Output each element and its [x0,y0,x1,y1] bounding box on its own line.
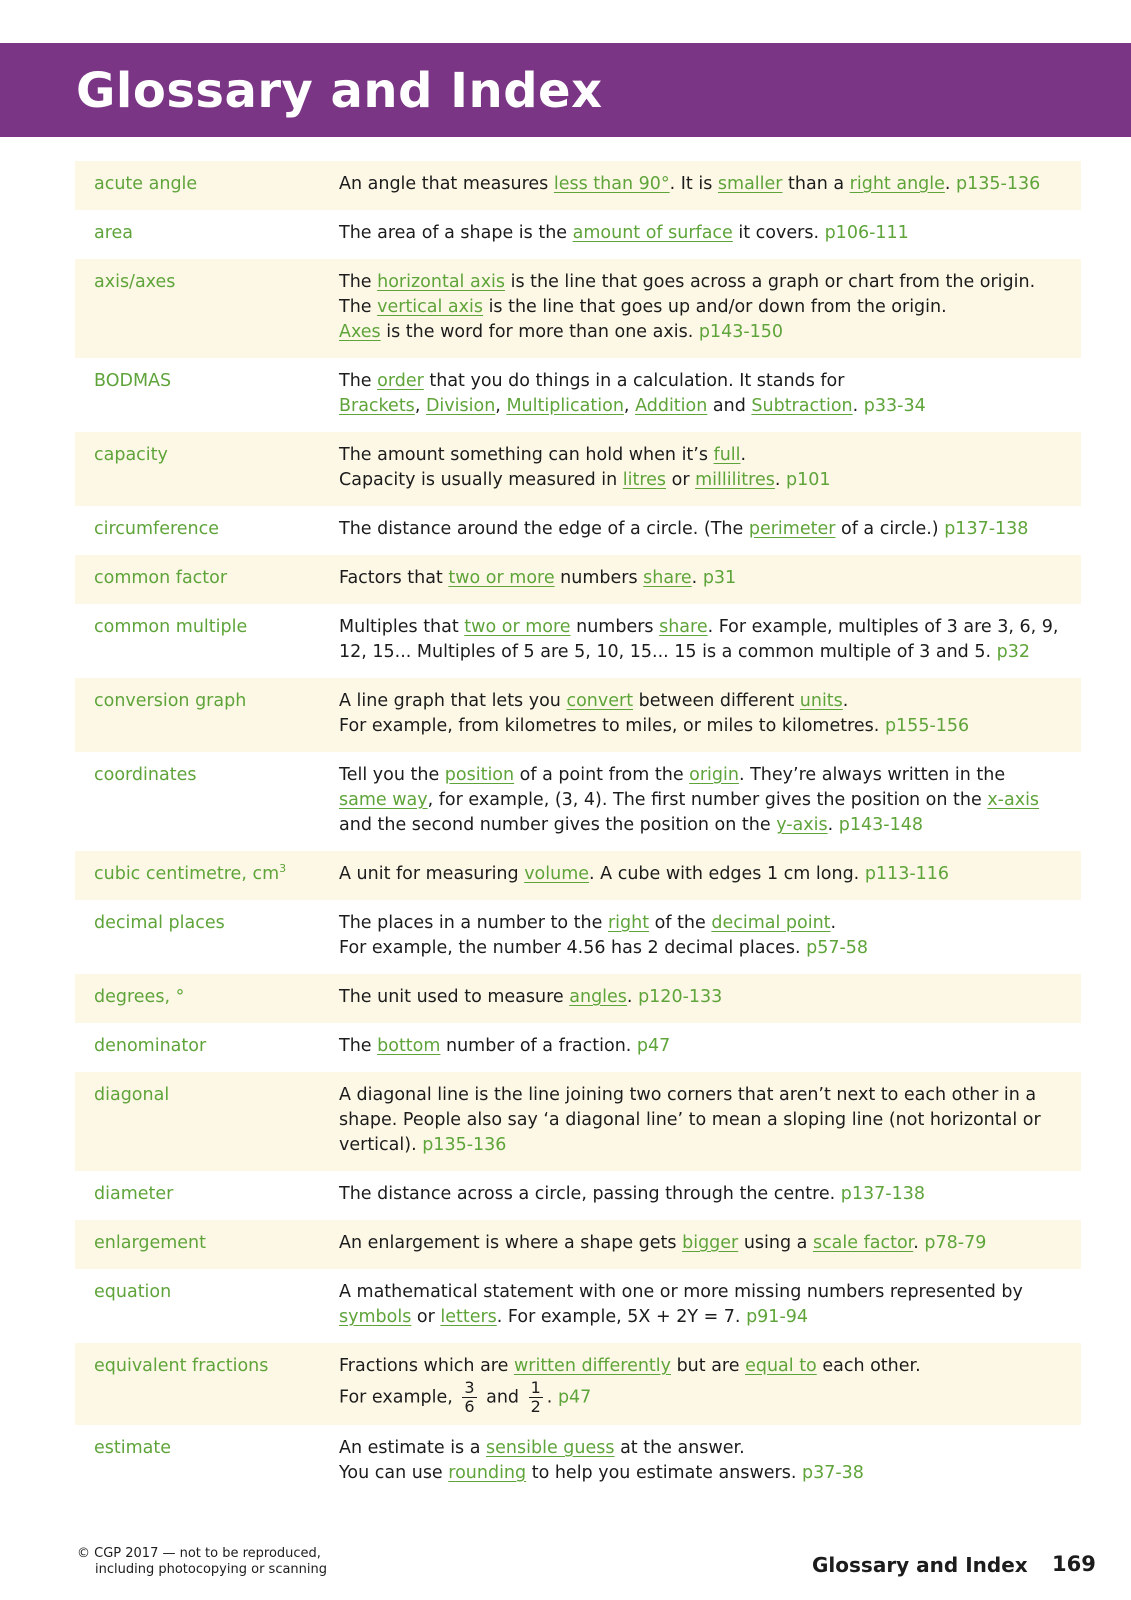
keyword: Addition [635,396,708,416]
definition-line [339,221,1067,246]
keyword: symbols [339,1307,412,1327]
definition-line [339,1354,1067,1379]
definition-line [339,1231,1067,1256]
definition-text: 12, 15... Multiples of 5 are 5, 10, 15... 15 is a common multiple of 3 and 5. [339,642,997,662]
glossary-term [75,985,339,1010]
definition-text: and [480,1387,525,1408]
definition-text: than a [782,174,850,194]
keyword: position [444,765,515,785]
definition-text: The [339,272,378,292]
glossary-term-text: conversion graph [94,691,247,711]
definition-line [339,394,1067,419]
definition-line [339,763,1067,788]
keyword: right [607,913,650,933]
glossary-term-text: BODMAS [94,371,172,391]
definition-text: . [740,445,747,465]
fraction-denominator: 6 [464,1397,475,1416]
glossary-term [75,1354,339,1379]
keyword: Multiplication [506,396,624,416]
glossary-term [75,270,339,295]
definition-text: , [495,396,507,416]
page-reference: p143-150 [698,322,784,342]
page-reference: p47 [557,1387,592,1408]
keyword: letters [440,1307,497,1327]
definition-text: The places in a number to the [339,913,608,933]
keyword: decimal point [711,913,831,933]
keyword: Axes [339,322,381,342]
glossary-term-text: enlargement [94,1233,206,1253]
glossary-definition [339,1034,1081,1059]
definition-line [339,369,1067,394]
definition-text: The [339,1036,378,1056]
definition-text: For example, the number 4.56 has 2 decimal places. [339,938,807,958]
definition-line [339,813,1067,838]
footer-section-title: Glossary and Index [812,1553,1028,1577]
glossary-row [75,432,1081,506]
definition-text: is the line that goes up and/or down from the origin. [483,297,947,317]
glossary-term [75,443,339,468]
page-reference: p32 [996,642,1030,662]
glossary-definition [339,566,1081,591]
definition-text: A diagonal line is the line joining two corners that aren’t next to each other in a [339,1085,1037,1105]
fraction [529,1379,543,1416]
glossary-row [75,1425,1081,1499]
definition-text: numbers [554,568,644,588]
glossary-definition [339,911,1081,961]
keyword: bottom [377,1036,441,1056]
page-reference: p57-58 [806,938,869,958]
definition-line [339,1034,1067,1059]
glossary-row [75,1269,1081,1343]
definition-line [339,1083,1067,1108]
definition-line [339,1379,1067,1416]
definition-text: The unit used to measure [339,987,570,1007]
glossary-term [75,172,339,197]
page-reference: p37-38 [801,1463,864,1483]
definition-text: , for example, (3, 4). The first number gives the position on the [427,790,988,810]
glossary-term-text: degrees, ° [94,987,185,1007]
keyword: Brackets [339,396,415,416]
glossary-definition [339,172,1081,197]
definition-text: shape. People also say ‘a diagonal line’ to mean a sloping line (not horizontal or [339,1110,1041,1130]
keyword: smaller [717,174,783,194]
page-reference: p143-148 [838,815,923,835]
glossary-definition [339,1083,1081,1158]
glossary-term [75,221,339,246]
glossary-row [75,1171,1081,1220]
glossary-term [75,517,339,542]
page-reference: p101 [786,470,831,490]
keyword: right angle [849,174,945,194]
definition-text: . [842,691,849,711]
keyword: written differently [513,1356,672,1376]
keyword: same way [339,790,428,810]
keyword: share [659,617,708,637]
page-reference: p91-94 [746,1307,809,1327]
definition-text: The amount something can hold when it’s [339,445,714,465]
keyword: y-axis [776,815,828,835]
glossary-term-text: axis/axes [94,272,176,292]
keyword: horizontal axis [377,272,506,292]
definition-text: between different [633,691,800,711]
definition-text: . [827,815,839,835]
definition-text: of a circle.) [835,519,945,539]
keyword: litres [622,470,667,490]
glossary-row [75,1343,1081,1425]
keyword: order [377,371,424,391]
glossary-term [75,369,339,394]
keyword: perimeter [748,519,836,539]
definition-line [339,615,1067,640]
definition-text: is the line that goes across a graph or chart from the origin. [505,272,1036,292]
glossary-definition [339,763,1081,838]
keyword: bigger [682,1233,739,1253]
definition-line [339,1133,1067,1158]
keyword: sensible guess [486,1438,615,1458]
page-reference: p137-138 [944,519,1029,539]
definition-text: For example, from kilometres to miles, or miles to kilometres. [339,716,885,736]
glossary-row [75,900,1081,974]
glossary-definition [339,517,1081,542]
definition-text: . They’re always written in the [738,765,1006,785]
definition-text: The [339,371,378,391]
glossary-term [75,763,339,788]
definition-text: The distance around the edge of a circle. (The [339,519,749,539]
definition-line [339,862,1067,887]
keyword: millilitres [695,470,775,490]
keyword: equal to [745,1356,817,1376]
definition-text: numbers [570,617,660,637]
definition-text: . For example, 5X + 2Y = 7. [496,1307,747,1327]
definition-line [339,1436,1067,1461]
keyword: share [643,568,692,588]
definition-text: . [830,913,837,933]
definition-line [339,788,1067,813]
glossary-term-text: common factor [94,568,228,588]
definition-text: of a point from the [514,765,690,785]
glossary-row [75,604,1081,678]
glossary-row [75,506,1081,555]
glossary-row [75,259,1081,358]
definition-text: The distance across a circle, passing through the centre. [339,1184,841,1204]
copyright-line-1: © CGP 2017 — not to be reproduced, [77,1546,321,1561]
definition-line [339,517,1067,542]
glossary-term [75,862,339,887]
page-reference: p113-116 [864,864,950,884]
page-reference: p135-136 [956,174,1041,194]
page-reference: p155-156 [884,716,970,736]
definition-line [339,689,1067,714]
glossary-term-text: decimal places [94,913,225,933]
glossary-definition [339,985,1081,1010]
glossary-definition [339,221,1081,246]
definition-text: Factors that [339,568,449,588]
definition-text: . [852,396,864,416]
definition-text: . A cube with edges 1 cm long. [589,864,865,884]
glossary-definition [339,862,1081,887]
definition-line [339,1305,1067,1330]
definition-text: A mathematical statement with one or more missing numbers represented by [339,1282,1023,1302]
definition-text: vertical). [339,1135,423,1155]
glossary-definition [339,1354,1081,1416]
definition-text: at the answer. [614,1438,745,1458]
definition-line [339,172,1067,197]
definition-line [339,1108,1067,1133]
glossary-row [75,161,1081,210]
definition-text: that you do things in a calculation. It stands for [423,371,845,391]
definition-line [339,1461,1067,1486]
glossary-row [75,752,1081,851]
keyword: less than 90° [553,174,670,194]
page-reference: p33-34 [863,396,926,416]
page-reference: p78-79 [924,1233,987,1253]
keyword: units [799,691,843,711]
glossary-term [75,911,339,936]
glossary-definition [339,1182,1081,1207]
glossary-term-text: equation [94,1282,172,1302]
glossary-term [75,1280,339,1305]
fraction-numerator: 3 [464,1378,475,1397]
page-reference: p137-138 [840,1184,926,1204]
page-reference: p31 [702,568,737,588]
copyright-line-2: including photocopying or scanning [95,1562,328,1577]
definition-text: . [944,174,957,194]
definition-text: . It is [669,174,718,194]
definition-text: Multiples that [339,617,465,637]
glossary-definition [339,615,1081,665]
keyword: two or more [464,617,571,637]
keyword: convert [566,691,634,711]
keyword: angles [569,987,627,1007]
definition-text: An estimate is a [339,1438,487,1458]
keyword: scale factor [812,1233,914,1253]
definition-line [339,468,1067,493]
definition-line [339,1182,1067,1207]
definition-text: , [414,396,426,416]
glossary-row [75,678,1081,752]
definition-line [339,985,1067,1010]
glossary-table [75,161,1081,1499]
glossary-definition [339,270,1081,345]
glossary-term [75,1231,339,1256]
fraction-denominator: 2 [530,1397,541,1416]
definition-text: of the [649,913,712,933]
definition-text: , [623,396,636,416]
definition-line [339,936,1067,961]
page-reference: p106-111 [824,223,909,243]
definition-text: and the second number gives the position on the [339,815,777,835]
glossary-term-text: common multiple [94,617,248,637]
glossary-term-text: estimate [94,1438,172,1458]
glossary-term-text: diagonal [94,1085,170,1105]
page-number: 169 [1052,1552,1096,1576]
glossary-definition [339,689,1081,739]
glossary-row [75,358,1081,432]
definition-text: . [691,568,703,588]
definition-line [339,1280,1067,1305]
definition-text: to help you estimate answers. [526,1463,802,1483]
glossary-definition [339,1231,1081,1256]
glossary-row [75,210,1081,259]
glossary-term-text: diameter [94,1184,174,1204]
definition-text: using a [738,1233,813,1253]
page-reference: p120-133 [638,987,723,1007]
glossary-term-text: equivalent fractions [94,1356,269,1376]
definition-text: . [546,1387,558,1408]
fraction [462,1379,476,1416]
glossary-term [75,615,339,640]
glossary-term-text: area [94,223,134,243]
glossary-term [75,1436,339,1461]
keyword: vertical axis [377,297,483,317]
glossary-term-text: cubic centimetre, cm [94,864,280,884]
definition-text: An angle that measures [339,174,554,194]
keyword: volume [524,864,590,884]
keyword: Subtraction [751,396,853,416]
glossary-row [75,974,1081,1023]
glossary-row [75,1220,1081,1269]
glossary-term [75,1182,339,1207]
definition-line [339,911,1067,936]
fraction-numerator: 1 [530,1378,541,1397]
definition-text: Fractions which are [339,1356,514,1376]
page-reference: p47 [636,1036,671,1056]
definition-text: For example, [339,1387,459,1408]
definition-text: You can use [339,1463,449,1483]
definition-text: . [774,470,786,490]
definition-text: . For example, multiples of 3 are 3, 6, 9, [707,617,1059,637]
glossary-definition [339,443,1081,493]
page-title: Glossary and Index [76,63,603,119]
glossary-term [75,1034,339,1059]
definition-text: is the word for more than one axis. [380,322,699,342]
definition-text: An enlargement is where a shape gets [339,1233,683,1253]
glossary-term [75,1083,339,1108]
definition-text: number of a fraction. [440,1036,637,1056]
definition-line [339,714,1067,739]
definition-text: and [707,396,752,416]
definition-line [339,566,1067,591]
keyword: rounding [448,1463,527,1483]
definition-text: or [666,470,696,490]
header-band [0,43,1131,137]
definition-text: A line graph that lets you [339,691,567,711]
glossary-definition [339,1436,1081,1486]
keyword: amount of surface [572,223,733,243]
definition-line [339,295,1067,320]
definition-text: A unit for measuring [339,864,525,884]
glossary-definition [339,369,1081,419]
glossary-row [75,555,1081,604]
glossary-term-text: capacity [94,445,168,465]
glossary-term-text: circumference [94,519,220,539]
keyword: origin [689,765,739,785]
definition-line [339,640,1067,665]
definition-text: Tell you the [339,765,445,785]
definition-line [339,270,1067,295]
definition-text: each other. [816,1356,921,1376]
definition-text: it covers. [732,223,825,243]
keyword: Division [425,396,496,416]
definition-text: . [626,987,639,1007]
definition-text: Capacity is usually measured in [339,470,623,490]
definition-text: but are [671,1356,746,1376]
glossary-row [75,851,1081,900]
definition-line [339,443,1067,468]
keyword: full [713,445,741,465]
page-reference: p135-136 [422,1135,507,1155]
glossary-term-text: denominator [94,1036,207,1056]
definition-line [339,320,1067,345]
keyword: two or more [448,568,555,588]
definition-text: The [339,297,378,317]
keyword: x-axis [987,790,1040,810]
definition-text: The area of a shape is the [339,223,573,243]
glossary-term [75,566,339,591]
copyright-notice [77,1546,327,1578]
definition-text: or [411,1307,441,1327]
glossary-row [75,1072,1081,1171]
glossary-term [75,689,339,714]
glossary-term-text: acute angle [94,174,198,194]
glossary-row [75,1023,1081,1072]
superscript: 3 [279,862,287,876]
definition-text: . [913,1233,925,1253]
glossary-definition [339,1280,1081,1330]
glossary-term-text: coordinates [94,765,197,785]
